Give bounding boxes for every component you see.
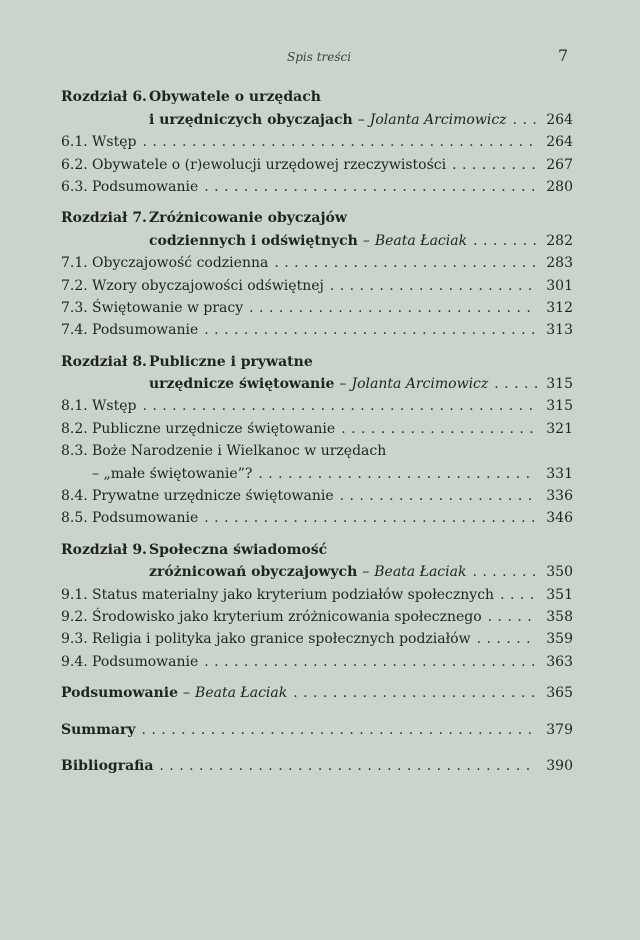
chapter-heading xyxy=(61,207,573,229)
dot-leader xyxy=(204,651,537,673)
dot-leader xyxy=(500,584,537,606)
toc-entry xyxy=(61,153,573,175)
chapter-author: Beata Łaciak xyxy=(374,564,467,581)
section-page: 264 xyxy=(546,134,573,151)
section-page: 358 xyxy=(546,608,573,625)
dot-leader xyxy=(452,154,537,176)
dot-leader xyxy=(142,131,537,153)
entry-page: 379 xyxy=(546,721,573,738)
section-title: Świętowanie w pracy xyxy=(92,299,244,316)
section-title: Wstęp xyxy=(92,398,137,415)
dot-leader xyxy=(340,485,537,507)
section-title: Podsumowanie xyxy=(92,322,199,339)
section-title: Publiczne urzędnicze świętowanie xyxy=(92,420,336,437)
running-title: Spis treści xyxy=(287,50,352,64)
section-page: 267 xyxy=(546,156,573,173)
section-number: 9.1. xyxy=(61,586,88,603)
section-page: 313 xyxy=(546,322,573,339)
entry-author: Beata Łaciak xyxy=(195,685,288,702)
dot-leader xyxy=(204,176,537,198)
chapter-heading xyxy=(61,538,573,560)
section-page: 312 xyxy=(546,299,573,316)
section-title: Obyczajowość codzienna xyxy=(92,255,269,272)
toc-entry xyxy=(61,606,573,628)
chapter-page: 264 xyxy=(546,111,573,128)
chapter-8 xyxy=(61,350,573,529)
section-number: 9.3. xyxy=(61,631,88,648)
section-number: 8.5. xyxy=(61,510,88,527)
chapter-page: 350 xyxy=(546,564,573,581)
chapter-title-line xyxy=(61,561,573,583)
section-title: Środowisko jako kryterium zróżnicowania społecznego xyxy=(92,608,482,625)
section-number: 7.3. xyxy=(61,299,88,316)
section-number: 9.2. xyxy=(61,608,88,625)
section-number: 8.1. xyxy=(61,398,88,415)
dot-leader xyxy=(159,755,537,777)
chapter-label: Rozdział 9. xyxy=(61,541,147,558)
entry-title: Summary xyxy=(61,721,136,738)
dash: – xyxy=(362,564,370,581)
section-page: 351 xyxy=(546,586,573,603)
section-number: 7.2. xyxy=(61,277,88,294)
toc-entry xyxy=(61,583,573,605)
dash: – xyxy=(339,376,347,393)
page-number: 7 xyxy=(558,46,569,65)
chapter-title-cont: i urzędniczych obyczajach xyxy=(149,111,353,128)
entry-title: Bibliografia xyxy=(61,757,154,774)
section-page: 301 xyxy=(546,277,573,294)
dash: – xyxy=(183,685,191,702)
dot-leader xyxy=(330,275,537,297)
dot-leader xyxy=(142,719,538,741)
dot-leader xyxy=(142,395,537,417)
dot-leader xyxy=(341,418,537,440)
toc-summary xyxy=(61,718,573,740)
toc-bibliography xyxy=(61,755,573,777)
dash: – xyxy=(357,111,365,128)
section-number: 9.4. xyxy=(61,653,88,670)
chapter-9 xyxy=(61,538,573,672)
section-title: Religia i polityka jako granice społecznych podziałów xyxy=(92,631,471,648)
dot-leader xyxy=(488,606,537,628)
dot-leader xyxy=(204,507,537,529)
toc-entry xyxy=(61,507,573,529)
dash: – xyxy=(362,232,370,249)
chapter-title-cont: urzędnicze świętowanie xyxy=(149,376,335,393)
chapter-heading xyxy=(61,350,573,372)
section-number: 7.4. xyxy=(61,322,88,339)
section-title: Podsumowanie xyxy=(92,653,199,670)
chapter-6 xyxy=(61,86,573,198)
entry-page: 365 xyxy=(546,685,573,702)
chapter-title-line xyxy=(61,229,573,251)
chapter-page: 282 xyxy=(546,232,573,249)
section-number: 8.3. xyxy=(61,443,88,460)
section-number: 8.2. xyxy=(61,420,88,437)
toc-entry xyxy=(61,628,573,650)
section-page: 283 xyxy=(546,255,573,272)
entry-page: 390 xyxy=(546,757,573,774)
dot-leader xyxy=(258,463,537,485)
section-title: Status materialny jako kryterium podziałów społecznych xyxy=(92,586,495,603)
dot-leader xyxy=(473,230,537,252)
toc-entry xyxy=(61,297,573,319)
section-title: Prywatne urzędnicze świętowanie xyxy=(92,488,334,505)
section-page: 346 xyxy=(546,510,573,527)
chapter-label: Rozdział 7. xyxy=(61,210,147,227)
dot-leader xyxy=(293,682,537,704)
chapter-title-cont: zróżnicowań obyczajowych xyxy=(149,564,358,581)
section-title: Podsumowanie xyxy=(92,178,199,195)
section-number: 6.3. xyxy=(61,178,88,195)
dot-leader xyxy=(274,252,537,274)
section-page: 280 xyxy=(546,178,573,195)
section-number: 6.1. xyxy=(61,134,88,151)
chapter-heading xyxy=(61,86,573,108)
chapter-author: Jolanta Arcimowicz xyxy=(351,376,489,393)
entry-title: Podsumowanie xyxy=(61,685,179,702)
dot-leader xyxy=(494,373,537,395)
toc-entry xyxy=(61,485,573,507)
toc-entry xyxy=(61,252,573,274)
section-page: 363 xyxy=(546,653,573,670)
section-title-cont: – „małe świętowanie”? xyxy=(92,465,253,482)
dot-leader xyxy=(204,319,537,341)
section-page: 336 xyxy=(546,488,573,505)
dot-leader xyxy=(472,561,537,583)
toc-entry xyxy=(61,131,573,153)
toc-entry xyxy=(61,395,573,417)
section-number: 6.2. xyxy=(61,156,88,173)
section-title: Podsumowanie xyxy=(92,510,199,527)
chapter-author: Beata Łaciak xyxy=(374,232,468,249)
chapter-title-line xyxy=(61,373,573,395)
page-header xyxy=(0,44,640,68)
section-title: Wzory obyczajowości odświętnej xyxy=(92,277,324,294)
section-page: 315 xyxy=(546,398,573,415)
chapter-author: Jolanta Arcimowicz xyxy=(369,111,507,128)
section-page: 359 xyxy=(546,631,573,648)
dot-leader xyxy=(513,109,537,131)
chapter-7 xyxy=(61,207,573,341)
section-title: Obywatele o (r)ewolucji urzędowej rzeczywistości xyxy=(92,156,447,173)
chapter-label: Rozdział 6. xyxy=(61,89,147,106)
chapter-label: Rozdział 8. xyxy=(61,353,147,370)
toc-summary-pl xyxy=(61,682,573,704)
dot-leader xyxy=(249,297,537,319)
section-title: Wstęp xyxy=(92,134,137,151)
chapter-title-line xyxy=(61,108,573,130)
chapter-page: 315 xyxy=(546,376,573,393)
dot-leader xyxy=(477,628,537,650)
section-number: 7.1. xyxy=(61,255,88,272)
section-number: 8.4. xyxy=(61,488,88,505)
table-of-contents xyxy=(61,86,573,791)
toc-entry xyxy=(61,417,573,439)
section-page: 321 xyxy=(546,420,573,437)
section-title: Boże Narodzenie i Wielkanoc w urzędach xyxy=(92,443,387,460)
toc-entry xyxy=(61,274,573,296)
section-page: 331 xyxy=(546,465,573,482)
toc-entry-cont xyxy=(61,462,573,484)
chapter-title: Publiczne i prywatne xyxy=(149,353,313,370)
toc-entry xyxy=(61,176,573,198)
toc-entry xyxy=(61,440,573,462)
chapter-title: Zróżnicowanie obyczajów xyxy=(149,210,347,227)
toc-entry xyxy=(61,319,573,341)
chapter-title-cont: codziennych i odświętnych xyxy=(149,232,358,249)
toc-entry xyxy=(61,650,573,672)
chapter-title: Społeczna świadomość xyxy=(149,541,328,558)
chapter-title: Obywatele o urzędach xyxy=(149,89,321,106)
